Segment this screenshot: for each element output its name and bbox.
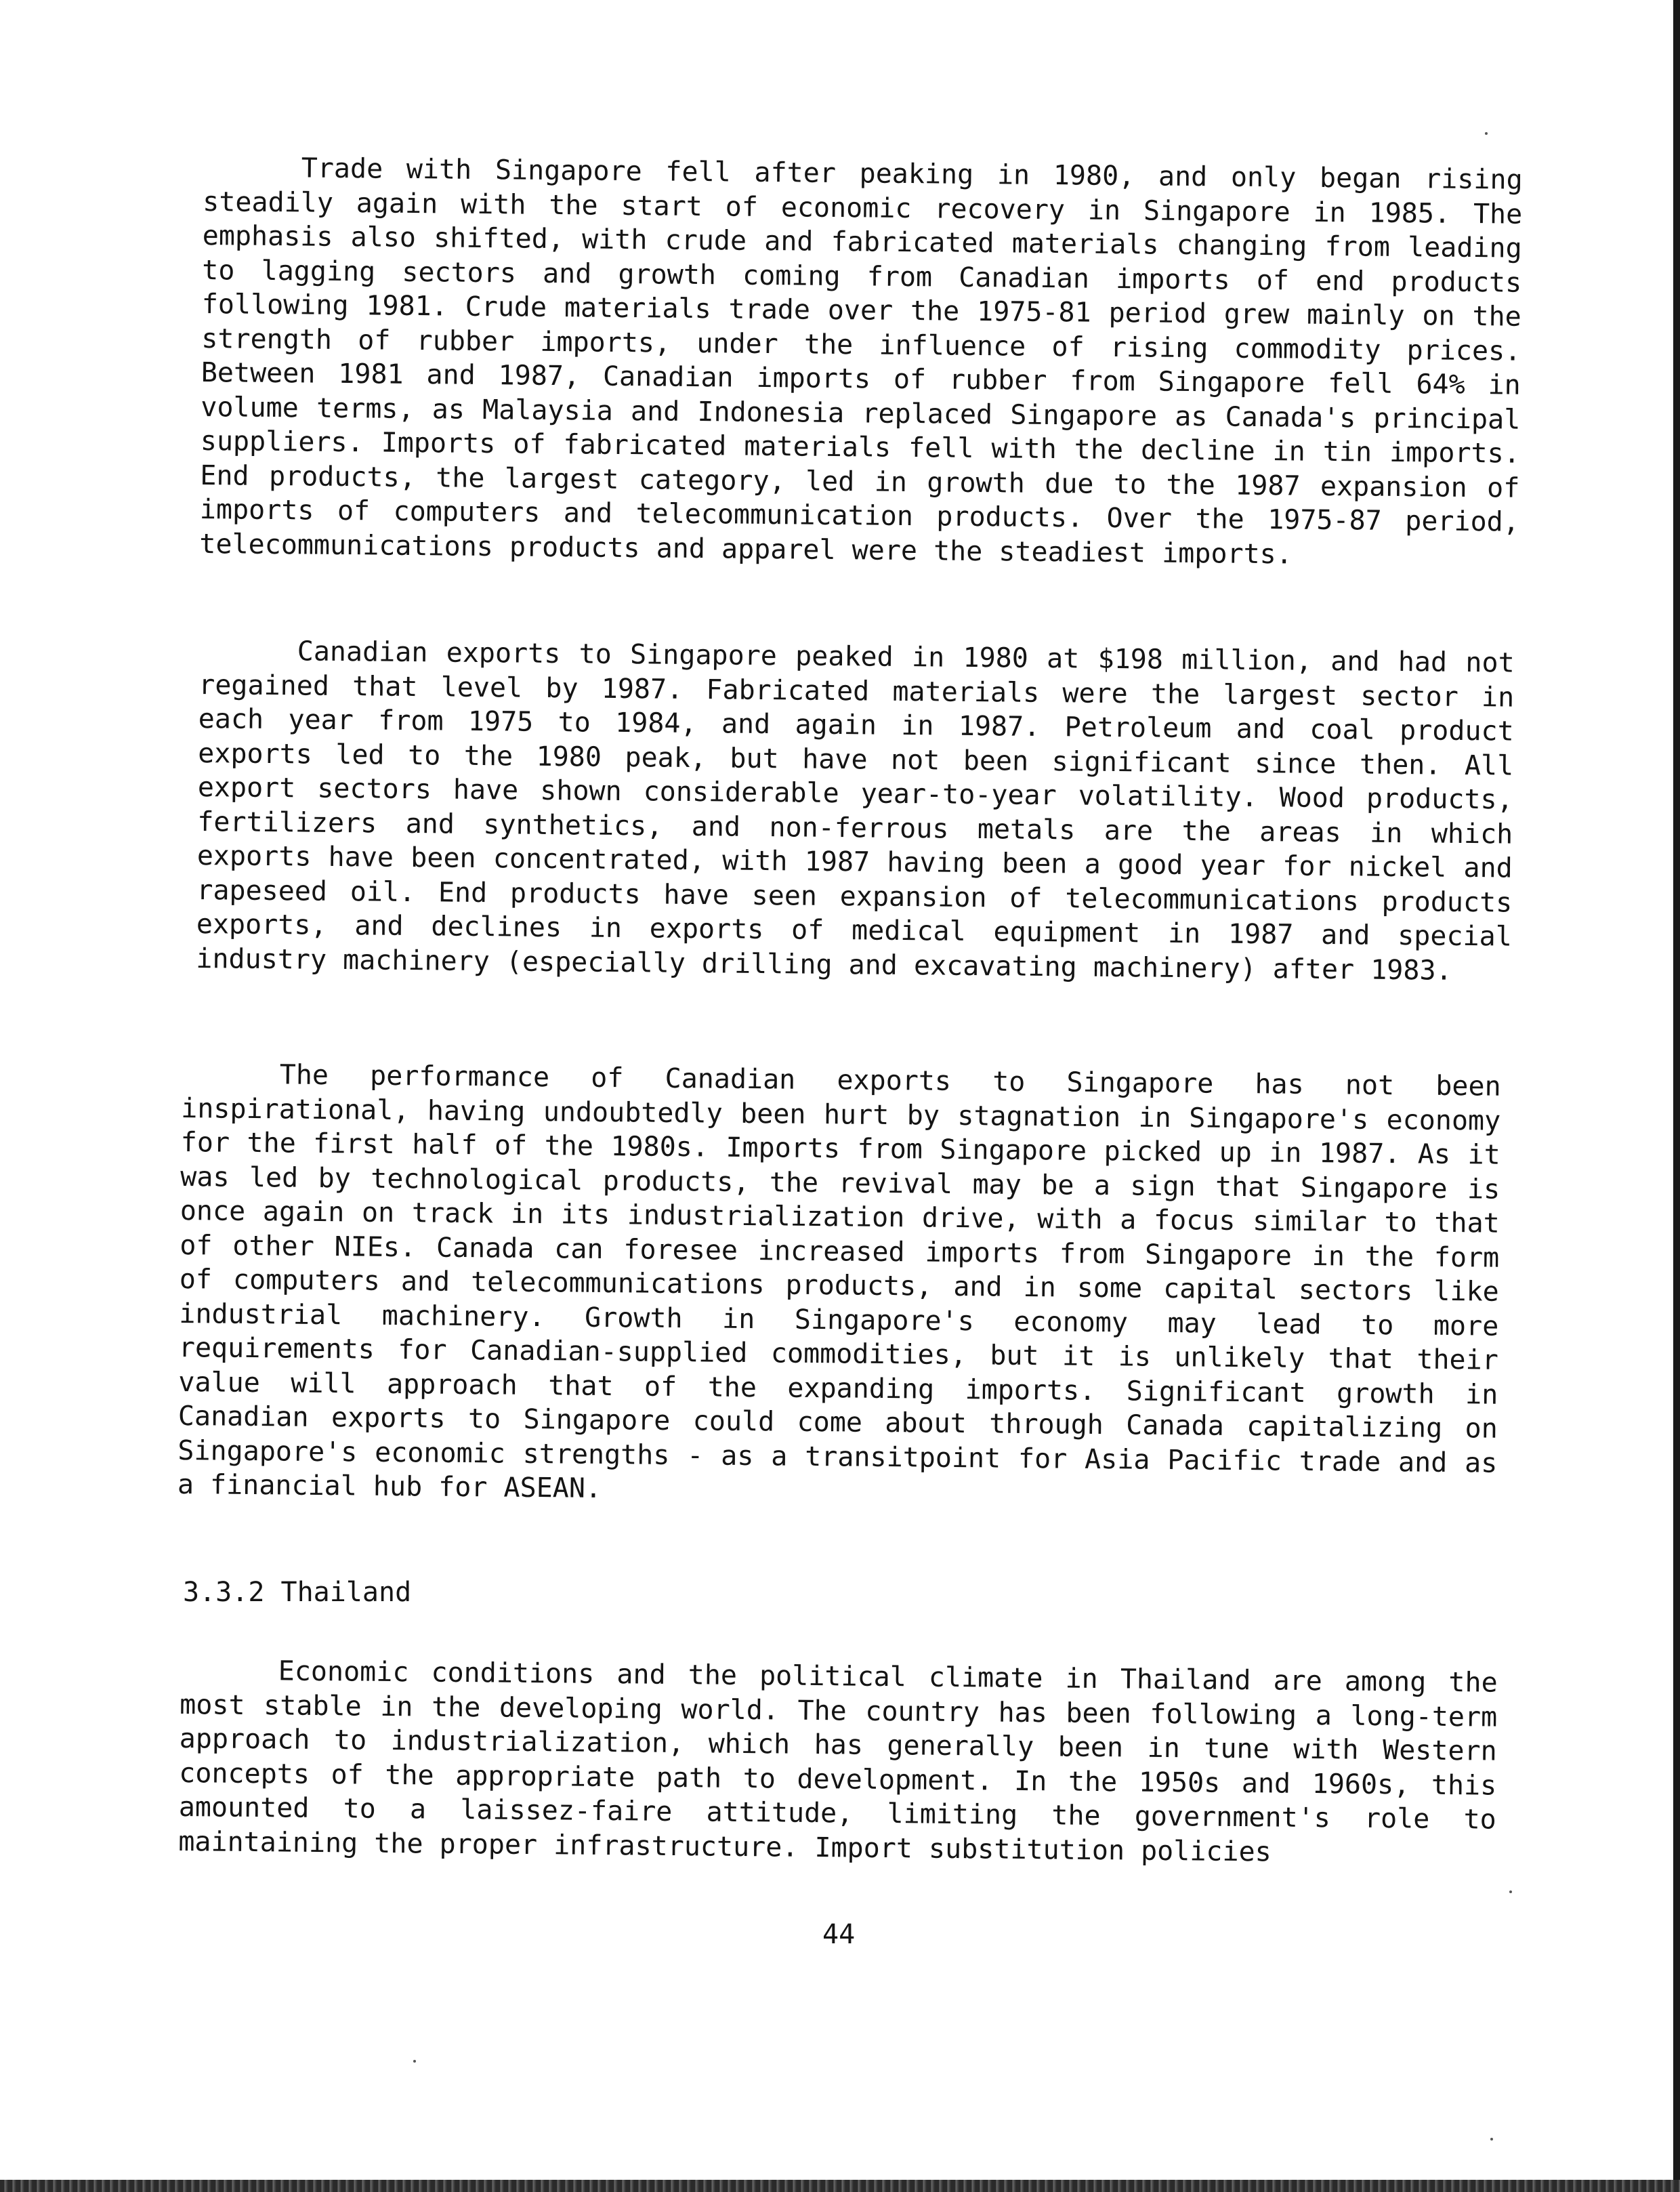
paragraph-singapore-exports: Canadian exports to Singapore peaked in 1980 at $198 million, and had not regained that level by 1987. Fabricated materials were the largest sector in each year from 1975 to 1984, and again in 1987. Petroleum and coal product exports led to the 1980 peak, but have not been significant since then. All export sectors have shown considerable year-to-year volatility. Wood products, fertilizers and synthetics, and non-ferrous metals are the areas in which exports have been concentrated, with 1987 having been a good year for nickel and rapeseed oil. End products have seen expansion of telecommunications products exports, and declines in exports of medical equipment in 1987 and special industry machinery (especially drilling and excavating machinery) after 1983. bbox=[196, 636, 1515, 987]
scan-speck bbox=[413, 2060, 416, 2063]
paragraph-singapore-outlook: The performance of Canadian exports to Singapore has not been inspirational, having undoubtedly been hurt by stagnation in Singapore's economy for the first half of the 1980s. Imports from Singapore picked up in 1987. As it was led by technological products, the revival may be a sign that Singapore is once again on track in its industrialization drive, with a focus similar to that of other NIEs. Canada can foresee increased imports from Singapore in the form of computers and telecommunications products, and in some capital sectors like industrial machinery. Growth in Singapore's economy may lead to more requirements for Canadian-supplied commodities, but it is unlikely that their value will approach that of the expanding imports. Significant growth in Canadian exports to Singapore could come about through Canada capitalizing on Singapore's economic strengths - as a transitpoint for Asia Pacific trade and as a financial hub for ASEAN. bbox=[177, 1059, 1501, 1504]
scan-speck bbox=[1509, 1890, 1512, 1893]
scan-speck bbox=[1490, 2138, 1493, 2141]
scan-border-right bbox=[1673, 0, 1680, 2192]
section-heading-thailand: 3.3.2 Thailand bbox=[183, 1577, 412, 1608]
page-number: 44 bbox=[822, 1919, 856, 1950]
scan-border-bottom bbox=[0, 2180, 1680, 2192]
paragraph-thailand-economy: Economic conditions and the political climate in Thailand are among the most stable in the developing world. The country has been following a long-term approach to industrialization, which has generally been in tune with Western concepts of the appropriate path to development. In the 1950s and 1960s, this amounted to a laissez-faire attitude, limiting the government's role to maintaining the proper infrastructure. Import substitution policies bbox=[178, 1655, 1498, 1867]
paragraph-singapore-imports: Trade with Singapore fell after peaking in 1980, and only began rising steadily again with the start of economic recovery in Singapore in 1985. The emphasis also shifted, with crude and fabricated materials changing from leading to lagging sectors and growth coming from Canadian imports of end products following 1981. Crude materials trade over the 1975-81 period grew mainly on the strength of rubber imports, under the influence of rising commodity prices. Between 1981 and 1987, Canadian imports of rubber from Singapore fell 64% in volume terms, as Malaysia and Indonesia replaced Singapore as Canada's principal suppliers. Imports of fabricated materials fell with the decline in tin imports. End products, the largest category, led in growth due to the 1987 expansion of imports of computers and telecommunication products. Over the 1975-87 period, telecommunications products and apparel were the steadiest imports. bbox=[199, 152, 1523, 570]
scan-speck bbox=[1485, 132, 1488, 135]
